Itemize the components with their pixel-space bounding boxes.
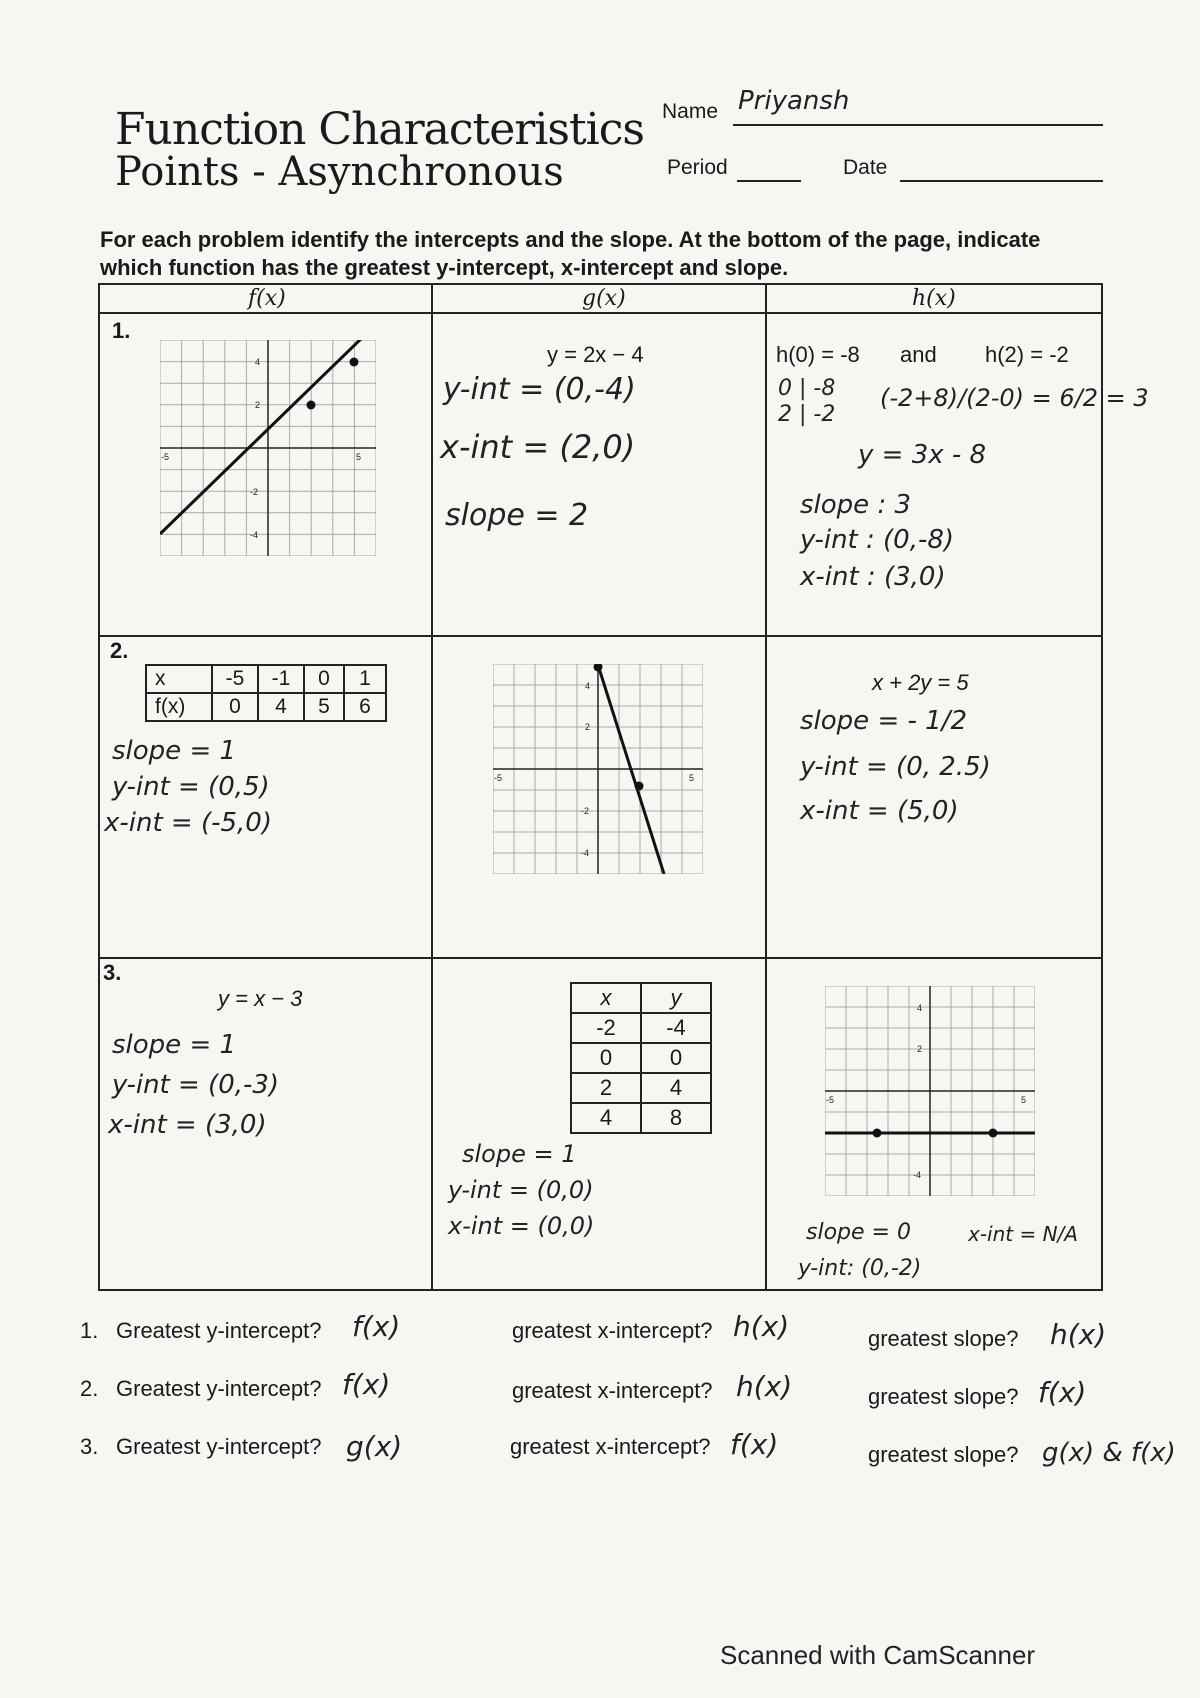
g2-tick-ym: 2 [585, 722, 591, 732]
summary-num-1: 1. [80, 1318, 99, 1343]
instructions: For each problem identify the intercepts and the slope. At the bottom of the page, indicate which function has the greatest y-intercept, x-intercept and slope. [100, 227, 1041, 280]
g2-tick-yb: -4 [581, 848, 590, 858]
p2-f-xint: x-int = (-5,0) [104, 808, 272, 838]
summary-s-answer-2: f(x) [1038, 1376, 1087, 1409]
p3-th-x: x [571, 983, 641, 1013]
g1-tick-yb: -4 [250, 530, 259, 540]
p2-th-1: -5 [212, 665, 258, 693]
p1-h-given-a: h(0) = -8 [776, 342, 860, 367]
p2-td-2: 4 [258, 693, 304, 721]
summary-x-answer-1: h(x) [733, 1310, 790, 1343]
p2-td-0: f(x) [146, 693, 212, 721]
summary-num-3: 3. [80, 1434, 99, 1459]
g3-tick-ym: 2 [917, 1044, 923, 1054]
summary-x-answer-2: h(x) [736, 1370, 793, 1403]
p2-h-slope: slope = - 1/2 [800, 706, 967, 736]
p1-h-yint: y-int : (0,-8) [800, 525, 955, 555]
p2-h-equation: x + 2y = 5 [872, 670, 969, 695]
p3-r1-y: 0 [641, 1043, 711, 1073]
name-value: Priyansh [738, 86, 850, 116]
column-header-h: h(x) [912, 286, 956, 311]
p1-g-xint: x-int = (2,0) [440, 428, 636, 466]
p2-th-3: 0 [304, 665, 344, 693]
p1-g-slope: slope = 2 [445, 498, 589, 533]
p1-h-slope-calc: (-2+8)/(2-0) = 6/2 = 3 [880, 384, 1149, 412]
p2-td-3: 5 [304, 693, 344, 721]
summary-y-label-3: Greatest y-intercept? [116, 1434, 322, 1459]
p3-r2-x: 2 [571, 1073, 641, 1103]
p3-r2-y: 4 [641, 1073, 711, 1103]
p1-h-slope: slope : 3 [800, 490, 912, 520]
g3-tick-xr: 5 [1021, 1095, 1027, 1105]
problem-number-1: 1. [112, 318, 131, 343]
summary-y-label-2: Greatest y-intercept? [116, 1376, 322, 1401]
g3-tick-xl: -5 [826, 1095, 835, 1105]
p3-f-yint: y-int = (0,-3) [112, 1070, 280, 1100]
p3-r3-y: 8 [641, 1103, 711, 1133]
summary-y-answer-1: f(x) [352, 1310, 401, 1343]
p3-h-yint: y-int: (0,-2) [798, 1256, 922, 1281]
p3-g-xint: x-int = (0,0) [448, 1212, 595, 1240]
p3-f-xint: x-int = (3,0) [108, 1110, 267, 1140]
summary-y-answer-2: f(x) [342, 1368, 391, 1401]
summary-s-label-1: greatest slope? [868, 1326, 1019, 1351]
p1-h-given-b: h(2) = -2 [985, 342, 1069, 367]
summary-s-answer-3: g(x) & f(x) [1042, 1438, 1176, 1468]
p1-h-table-row2: 2 | -2 [778, 402, 836, 427]
p2-th-2: -1 [258, 665, 304, 693]
p2-h-xint: x-int = (5,0) [800, 796, 959, 826]
date-label: Date [843, 156, 888, 179]
g1-tick-yl: -2 [250, 487, 259, 497]
summary-s-answer-1: h(x) [1050, 1318, 1107, 1351]
summary-s-label-2: greatest slope? [868, 1384, 1019, 1409]
g3-tick-yt: 4 [917, 1003, 923, 1013]
p2-f-slope: slope = 1 [112, 736, 237, 766]
p3-g-yint: y-int = (0,0) [448, 1176, 594, 1204]
p3-r0-y: -4 [641, 1013, 711, 1043]
column-header-g: g(x) [582, 286, 626, 311]
summary-y-answer-3: g(x) [346, 1430, 403, 1463]
summary-s-label-3: greatest slope? [868, 1442, 1019, 1467]
p1-h-equation: y = 3x - 8 [858, 440, 987, 470]
p2-h-yint: y-int = (0, 2.5) [800, 752, 991, 782]
p3-f-equation: y = x − 3 [218, 986, 303, 1011]
page-title: Function Characteristics [115, 104, 644, 155]
p1-g-equation: y = 2x − 4 [547, 342, 644, 367]
p3-h-xint: x-int = N/A [968, 1222, 1078, 1246]
p1-g-yint: y-int = (0,-4) [443, 372, 636, 407]
g2-tick-xr: 5 [689, 773, 695, 783]
p2-f-yint: y-int = (0,5) [112, 772, 270, 802]
g2-tick-xl: -5 [494, 773, 503, 783]
name-label: Name [662, 100, 719, 123]
p2-f-table [145, 664, 387, 722]
scanner-watermark: Scanned with CamScanner [720, 1640, 1036, 1670]
g1-tick-xr: 5 [356, 452, 362, 462]
p3-r0-x: -2 [571, 1013, 641, 1043]
p2-th-4: 1 [344, 665, 386, 693]
problem-number-3: 3. [103, 960, 122, 985]
g1-tick-ym: 2 [255, 400, 261, 410]
p2-th-0: x [146, 665, 212, 693]
p3-r3-x: 4 [571, 1103, 641, 1133]
p3-th-y: y [641, 983, 711, 1013]
p3-g-table [570, 982, 712, 1134]
problem-number-2: 2. [110, 638, 129, 663]
p3-h-slope: slope = 0 [806, 1220, 911, 1245]
p3-r1-x: 0 [571, 1043, 641, 1073]
p3-f-slope: slope = 1 [112, 1030, 237, 1060]
period-label: Period [667, 156, 728, 179]
g1-tick-yt: 4 [255, 357, 261, 367]
summary-y-label-1: Greatest y-intercept? [116, 1318, 322, 1343]
p2-td-1: 0 [212, 693, 258, 721]
g2-tick-yl: -2 [581, 806, 590, 816]
summary-x-label-1: greatest x-intercept? [512, 1318, 713, 1343]
graph-2-g [493, 664, 703, 874]
p1-h-xint: x-int : (3,0) [800, 562, 946, 592]
p3-g-slope: slope = 1 [462, 1140, 577, 1168]
page-subtitle: Points - Asynchronous [115, 149, 564, 195]
p1-h-given-and: and [900, 342, 937, 367]
summary-x-label-3: greatest x-intercept? [510, 1434, 711, 1459]
g2-tick-yt: 4 [585, 681, 591, 691]
g1-tick-xl: -5 [161, 452, 170, 462]
g3-tick-yb: -4 [913, 1170, 922, 1180]
p2-td-4: 6 [344, 693, 386, 721]
graph-1-f [160, 340, 376, 556]
column-header-f: f(x) [248, 286, 286, 311]
p1-h-table-row1: 0 | -8 [778, 376, 836, 401]
summary-num-2: 2. [80, 1376, 99, 1401]
graph-3-h [825, 986, 1035, 1196]
summary-x-answer-3: f(x) [730, 1428, 779, 1461]
summary-x-label-2: greatest x-intercept? [512, 1378, 713, 1403]
